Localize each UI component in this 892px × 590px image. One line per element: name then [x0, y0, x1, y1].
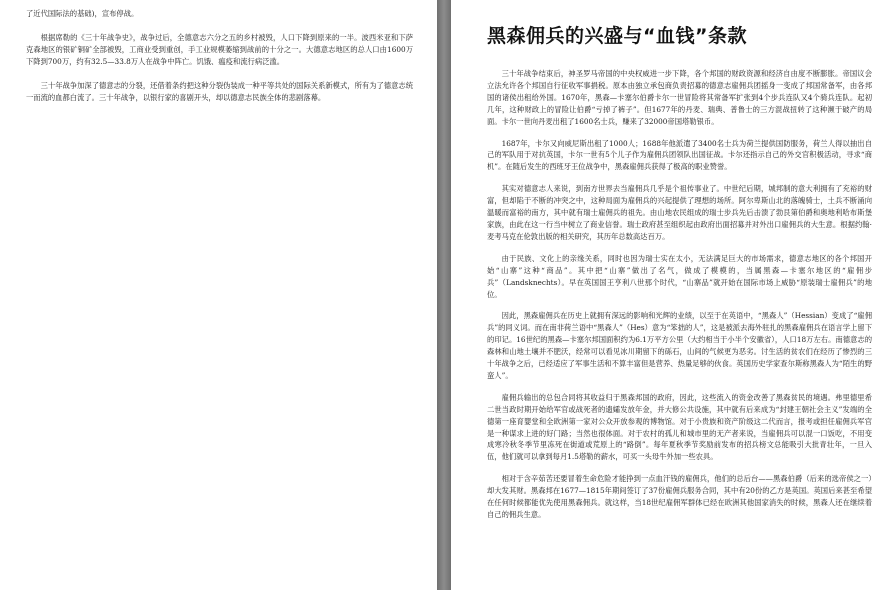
paragraph: 雇佣兵输出的总包合同将其收益归于黑森邦国的政府，因此，这些流入的资金改善了黑森贫民的境遇。弗里德里希二世当政时期开始给军官或战死者的遗孀发放年金，并大修公共设施，其中就有后来成为“封建王朝社会主义”发端的全德第一座育婴堂和全欧洲第一家对公众开放参观的博物馆。对于小贵族和资产阶级这二代而言，报考或担任雇佣兵军官是一种谋求上进的好门路；当然也很体面。对于农村的孤儿和城市里的无产者来说，当雇佣兵可以混一口饭吃，不用变成寒冷秋冬季节里冻死在街道或荒原上的“路倒”。每年夏秋季节奖励前发布的招兵榜文总能吸引大批青壮年，一旦入伍，他们就可以拿到每月1.5塔勒的薪水，可买一头母牛外加一些农具。: [487, 392, 872, 462]
left-page: [0, 0, 437, 590]
paragraph: 因此，黑森雇佣兵在历史上就拥有深远的影响和光辉的业绩，以至于在英语中，“黑森人”（Hessian）变成了“雇佣兵”的同义词。而在南非荷兰语中“黑森人”（Hes）意为“笨拙的人”，这是被派去海外驻扎的黑森雇佣兵在语言学上留下的印记。16世纪的黑森—卡塞尔邦国面积约为6.1万平方公里（大约相当于小半个安徽省），人口18万左右。南德意志的森林和山地土壤并不肥沃，经常可以看见冰川期留下的砾石，山间的气候更为恶劣。讨生活的贫农们在经历了惨烈的三十年战争之后，已经适应了军事生活和不算丰富但是营养、热量足够的伙食。英国历史学家查尔斯称黑森人为“陌生的野蛮人”。: [487, 311, 872, 380]
section-title: 黑森佣兵的兴盛与“血钱”条款: [487, 25, 747, 47]
paragraph: 由于民族、文化上的亲缘关系，同时也因为瑞士实在太小，无法满足巨大的市场需求，德意志地区的各个邦国开始“山寨”这种“商品”。其中把“山寨”做出了名气，做成了模模的，当属黑森—卡塞尔地区的“雇佣步兵”（Landsknechts）。早在英国国王亨利八世那个时代，“山寨品”就开始在国际市场上威胁“原装瑞士雇佣兵”的地位。: [487, 253, 872, 299]
paragraph: 1687年，卡尔又向威尼斯出租了1000人；1688年他派遣了3400名士兵为荷兰提供国防服务，荷兰人得以抽出自己的军队用于对抗英国，卡尔一世有5个儿子作为雇佣兵团领队出国征战。卡尔还指示自己的外交官积极活动，寻求“商机”。在随后发生的西班牙王位战争中，黑森雇佣兵获得了极高的职业赞誉。: [487, 138, 872, 172]
paragraph: 根据席勒的《三十年战争史》，战争过后，全德意志六分之五的乡村被毁，人口下降到原来的一半。波西米亚和下萨克森地区的银矿铜矿全部被毁，工商业受到重创，手工业规模萎缩到战前的十分之一。大德意志地区的总人口由1600万下降到700万，约有32.5—33.8万人在战争中阵亡。饥饿、瘟疫和流行病泛滥。: [26, 32, 413, 66]
paragraph: 其实对德意志人来说，到南方世界去当雇佣兵几乎是个祖传事业了。中世纪后期，城邦制的意大利拥有了充裕的财富，但却陷于不断的冲突之中，这种局面为雇佣兵的兴起提供了理想的场所。阿尔卑斯山北的落魄骑士，土兵不断涌向温暖而富裕的南方，其中就有瑞士雇佣兵的祖先。由山地农民组成的瑞士步兵先后击溃了勃艮第伯爵和奥地利哈布斯堡家族，由此在这一行当中树立了商业信誉。瑞士政府甚至组织起由政府出面招募并对外出口雇佣兵的大生意。根据约翰·麦考马克在伦敦出版的相关研究，其历年总数高达百万。: [487, 184, 872, 241]
paragraph: 相对于含辛茹苦还要冒着生命危险才能挣到一点血汗钱的雇佣兵，他们的总后台——黑森伯爵（后来的选帝侯之一）却大发其财。黑森邦在1677—1815年期间签订了37份雇佣兵服务合同，其中有20份的乙方是英国。英国后来甚至希望在任何时候都能优先使用黑森佣兵。就这样，当18世纪雇佣军群体已经在欧洲其他国家消失的时候，黑森人还在继续着自己的佣兵生意。: [487, 474, 872, 519]
paragraph: 三十年战争结束后，神圣罗马帝国的中央权威进一步下降，各个邦国的财政资源和经济自由度不断膨胀。帝国议会立法允许各个邦国自行征收军事捐税。原本由独立承包商负责招募的德意志雇佣兵团摇身一变成了邦国常备军，由各邦国的诸侯出租给外国。1670年，黑森—卡塞尔伯爵卡尔一世冒险将其常备军扩张到4个步兵连队又4个骑兵连队。起初几年，这种财政上的冒险让伯爵“亏掉了裤子”。但1677年的丹麦、瑞典、普鲁士的三方混战扭转了这种濒于破产的局面。卡尔一世向丹麦出租了1600名士兵，赚来了32000帝国塔勒银币。: [487, 69, 872, 126]
right-page: [451, 0, 892, 590]
paragraph: 了近代国际法的基础)，宣布停战。: [26, 9, 139, 18]
paragraph: 三十年战争加深了德意志的分裂，还借着条约把这种分裂伪装成一种平等共处的国际关系新模式，所有为了德意志统一而流的血都白流了。三十年战争，以银行家的喜剧开头，却以德意志民族全体的悲剧落幕。: [26, 80, 413, 102]
page-gutter: [437, 0, 451, 590]
